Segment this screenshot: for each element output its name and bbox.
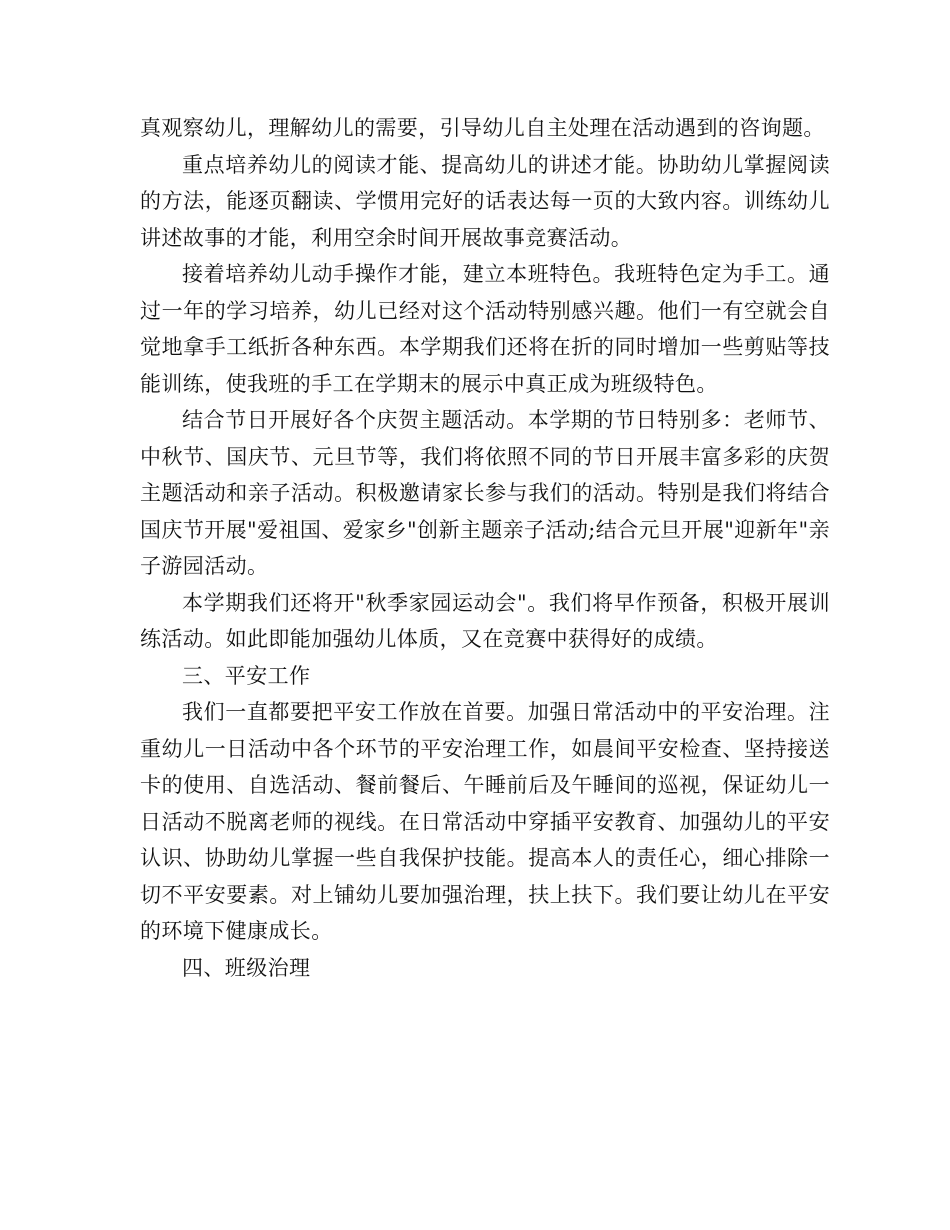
paragraph-2: 重点培养幼儿的阅读才能、提高幼儿的讲述才能。协助幼儿掌握阅读的方法，能逐页翻读、学惯用完好的话表达每一页的大致内容。训练幼儿讲述故事的才能，利用空余时间开展故事竞赛活动。 bbox=[140, 152, 830, 250]
paragraph-4: 结合节日开展好各个庆贺主题活动。本学期的节日特别多：老师节、中秋节、国庆节、元旦节等，我们将依照不同的节日开展丰富多彩的庆贺主题活动和亲子活动。积极邀请家长参与我们的活动。特别是我们将结合国庆节开展"爱祖国、爱家乡"创新主题亲子活动;结合元旦开展"迎新年"亲子游园活动。 bbox=[140, 408, 830, 578]
section-heading-safety: 三、平安工作 bbox=[182, 663, 311, 688]
paragraph-6: 我们一直都要把平安工作放在首要。加强日常活动中的平安治理。注重幼儿一日活动中各个环节的平安治理工作，如晨间平安检查、坚持接送卡的使用、自选活动、餐前餐后、午睡前后及午睡间的巡视，保证幼儿一日活动不脱离老师的视线。在日常活动中穿插平安教育、加强幼儿的平安认识、协助幼儿掌握一些自我保护技能。提高本人的责任心，细心排除一切不平安要素。对上铺幼儿要加强治理，扶上扶下。我们要让幼儿在平安的环境下健康成长。 bbox=[140, 700, 830, 943]
document-body bbox=[140, 110, 830, 986]
paragraph-5: 本学期我们还将开"秋季家园运动会"。我们将早作预备，积极开展训练活动。如此即能加强幼儿体质，又在竞赛中获得好的成绩。 bbox=[140, 590, 830, 651]
section-heading-class-management: 四、班级治理 bbox=[182, 955, 311, 980]
paragraph-1: 真观察幼儿，理解幼儿的需要，引导幼儿自主处理在活动遇到的咨询题。 bbox=[140, 116, 825, 140]
paragraph-3: 接着培养幼儿动手操作才能，建立本班特色。我班特色定为手工。通过一年的学习培养，幼儿已经对这个活动特别感兴趣。他们一有空就会自觉地拿手工纸折各种东西。本学期我们还将在折的同时增加一些剪贴等技能训练，使我班的手工在学期末的展示中真正成为班级特色。 bbox=[140, 262, 830, 396]
